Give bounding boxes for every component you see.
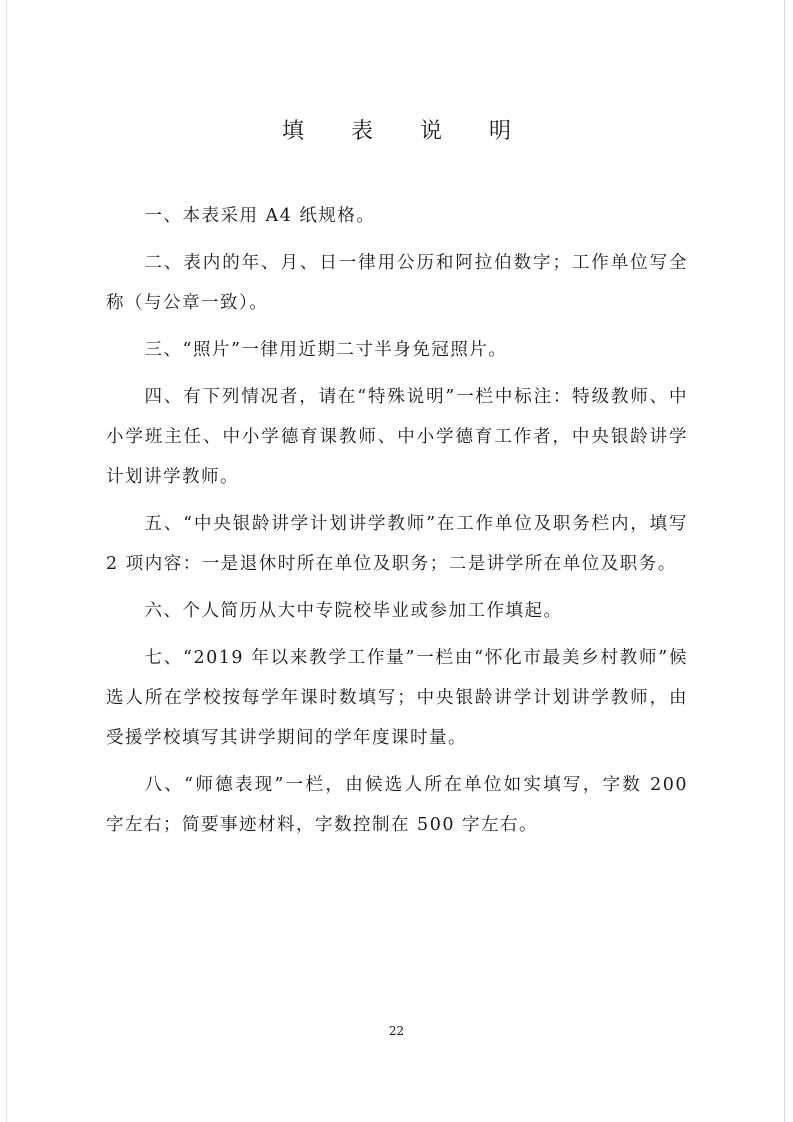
scan-edge-left [6,0,7,1122]
scan-edge-right [784,0,785,1122]
instruction-paragraph-7: 七、“2019 年以来教学工作量”一栏由“怀化市最美乡村教师”候选人所在学校按每学年课时数填写；中央银龄讲学计划讲学教师，由受援学校填写其讲学期间的学年度课时量。 [106,648,688,748]
instruction-paragraph-5: 五、“中央银龄讲学计划讲学教师”在工作单位及职务栏内，填写 2 项内容：一是退休时所在单位及职务；二是讲学所在单位及职务。 [106,514,688,574]
page-number: 22 [388,1024,405,1038]
instruction-paragraph-6: 六、个人简历从大中专院校毕业或参加工作填起。 [144,601,563,621]
instruction-paragraph-2: 二、表内的年、月、日一律用公历和阿拉伯数字；工作单位写全称（与公章一致）。 [106,253,688,313]
document-title: 填 表 说 明 [282,119,531,144]
instruction-paragraph-8: 八、“师德表现”一栏，由候选人所在单位如实填写，字数 200 字左右；简要事迹材料，字数控制在 500 字左右。 [106,775,688,835]
instruction-paragraph-3: 三、“照片”一律用近期二寸半身免冠照片。 [144,340,508,360]
instruction-paragraph-1: 一、本表采用 A4 纸规格。 [144,206,376,226]
instruction-paragraph-4: 四、有下列情况者，请在“特殊说明”一栏中标注：特级教师、中小学班主任、中小学德育课教师、中小学德育工作者，中央银龄讲学计划讲学教师。 [106,387,688,487]
instructions-body [106,196,688,852]
